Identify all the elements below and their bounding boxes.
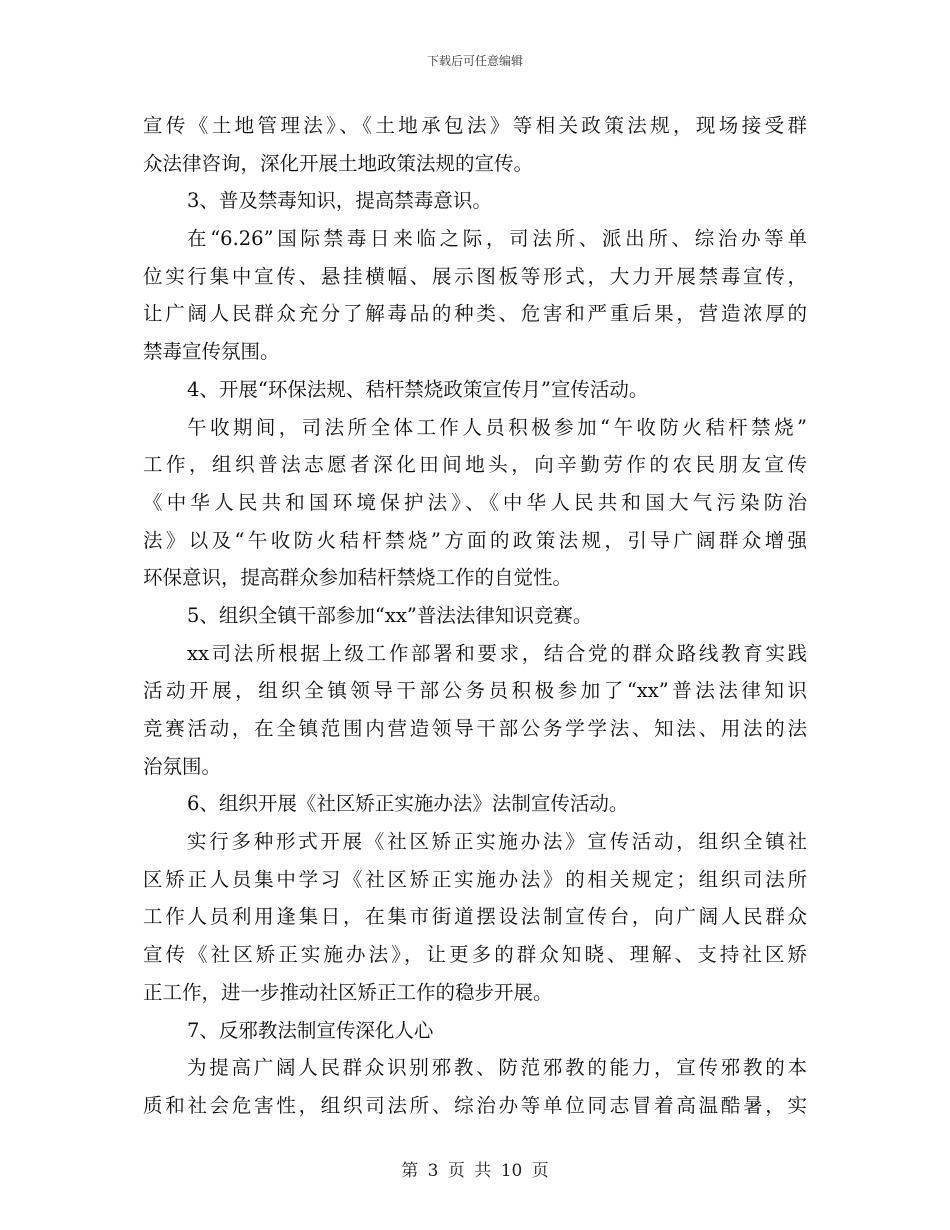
text-line: 众法律咨询，深化开展土地政策法规的宣传。 <box>143 151 534 175</box>
text-line: xx司法所根据上级工作部署和要求，结合党的群众路线教育实践 <box>187 641 807 665</box>
document-body <box>143 107 807 1125</box>
text-line: 宣传《土地管理法》、《土地承包法》等相关政策法规，现场接受群 <box>143 114 807 137</box>
text-line: 正工作，进一步推动社区矫正工作的稳步开展。 <box>143 980 553 1004</box>
text-line: 治氛围。 <box>143 754 222 778</box>
text-line: 6、组织开展《社区矫正实施办法》法制宣传活动。 <box>187 792 629 816</box>
text-line: 3、普及禁毒知识，提高禁毒意识。 <box>187 189 492 213</box>
text-line: 7、反邪教法制宣传深化人心 <box>187 1018 434 1042</box>
text-line: 《中华人民共和国环境保护法》、《中华人民共和国大气污染防治 <box>143 490 807 514</box>
text-line: 位实行集中宣传、悬挂横幅、展示图板等形式，大力开展禁毒宣传， <box>143 264 807 288</box>
text-line: 环保意识，提高群众参加秸杆禁烧工作的自觉性。 <box>143 566 573 590</box>
text-line: 让广阔人民群众充分了解毒品的种类、危害和严重后果，营造浓厚的 <box>143 302 807 326</box>
text-line: 禁毒宣传氛围。 <box>143 340 280 364</box>
text-line: 宣传《社区矫正实施办法》，让更多的群众知晓、理解、支持社区矫 <box>143 943 807 967</box>
page-footer: 第 3 页 共 10 页 <box>401 1161 549 1181</box>
text-line: 实行多种形式开展《社区矫正实施办法》宣传活动，组织全镇社 <box>187 830 807 854</box>
text-line: 午收期间，司法所全体工作人员积极参加“午收防火秸杆禁烧” <box>187 415 807 439</box>
text-line: 工作人员利用逢集日，在集市街道摆设法制宣传台，向广阔人民群众 <box>143 905 807 929</box>
text-line: 竞赛活动，在全镇范围内营造领导干部公务学学法、知法、用法的法 <box>143 717 807 740</box>
text-line: 为提高广阔人民群众识别邪教、防范邪教的能力，宣传邪教的本 <box>187 1056 807 1080</box>
text-line: 法》以及“午收防火秸杆禁烧”方面的政策法规，引导广阔群众增强 <box>143 528 807 552</box>
text-line: 4、开展“环保法规、秸杆禁烧政策宣传月”宣传活动。 <box>187 377 649 401</box>
text-line: 在“6.26”国际禁毒日来临之际，司法所、派出所、综治办等单 <box>187 227 807 251</box>
text-line: 活动开展，组织全镇领导干部公务员积极参加了“xx”普法法律知识 <box>143 679 807 703</box>
text-line: 区矫正人员集中学习《社区矫正实施办法》的相关规定；组织司法所 <box>143 867 807 891</box>
text-line: 质和社会危害性，组织司法所、综治办等单位同志冒着高温酷暑，实 <box>143 1093 807 1117</box>
text-line: 5、组织全镇干部参加“xx”普法法律知识竞赛。 <box>187 603 593 627</box>
text-line: 工作，组织普法志愿者深化田间地头，向辛勤劳作的农民朋友宣传 <box>143 453 807 477</box>
page-header: 下载后可任意编辑 <box>426 54 523 68</box>
